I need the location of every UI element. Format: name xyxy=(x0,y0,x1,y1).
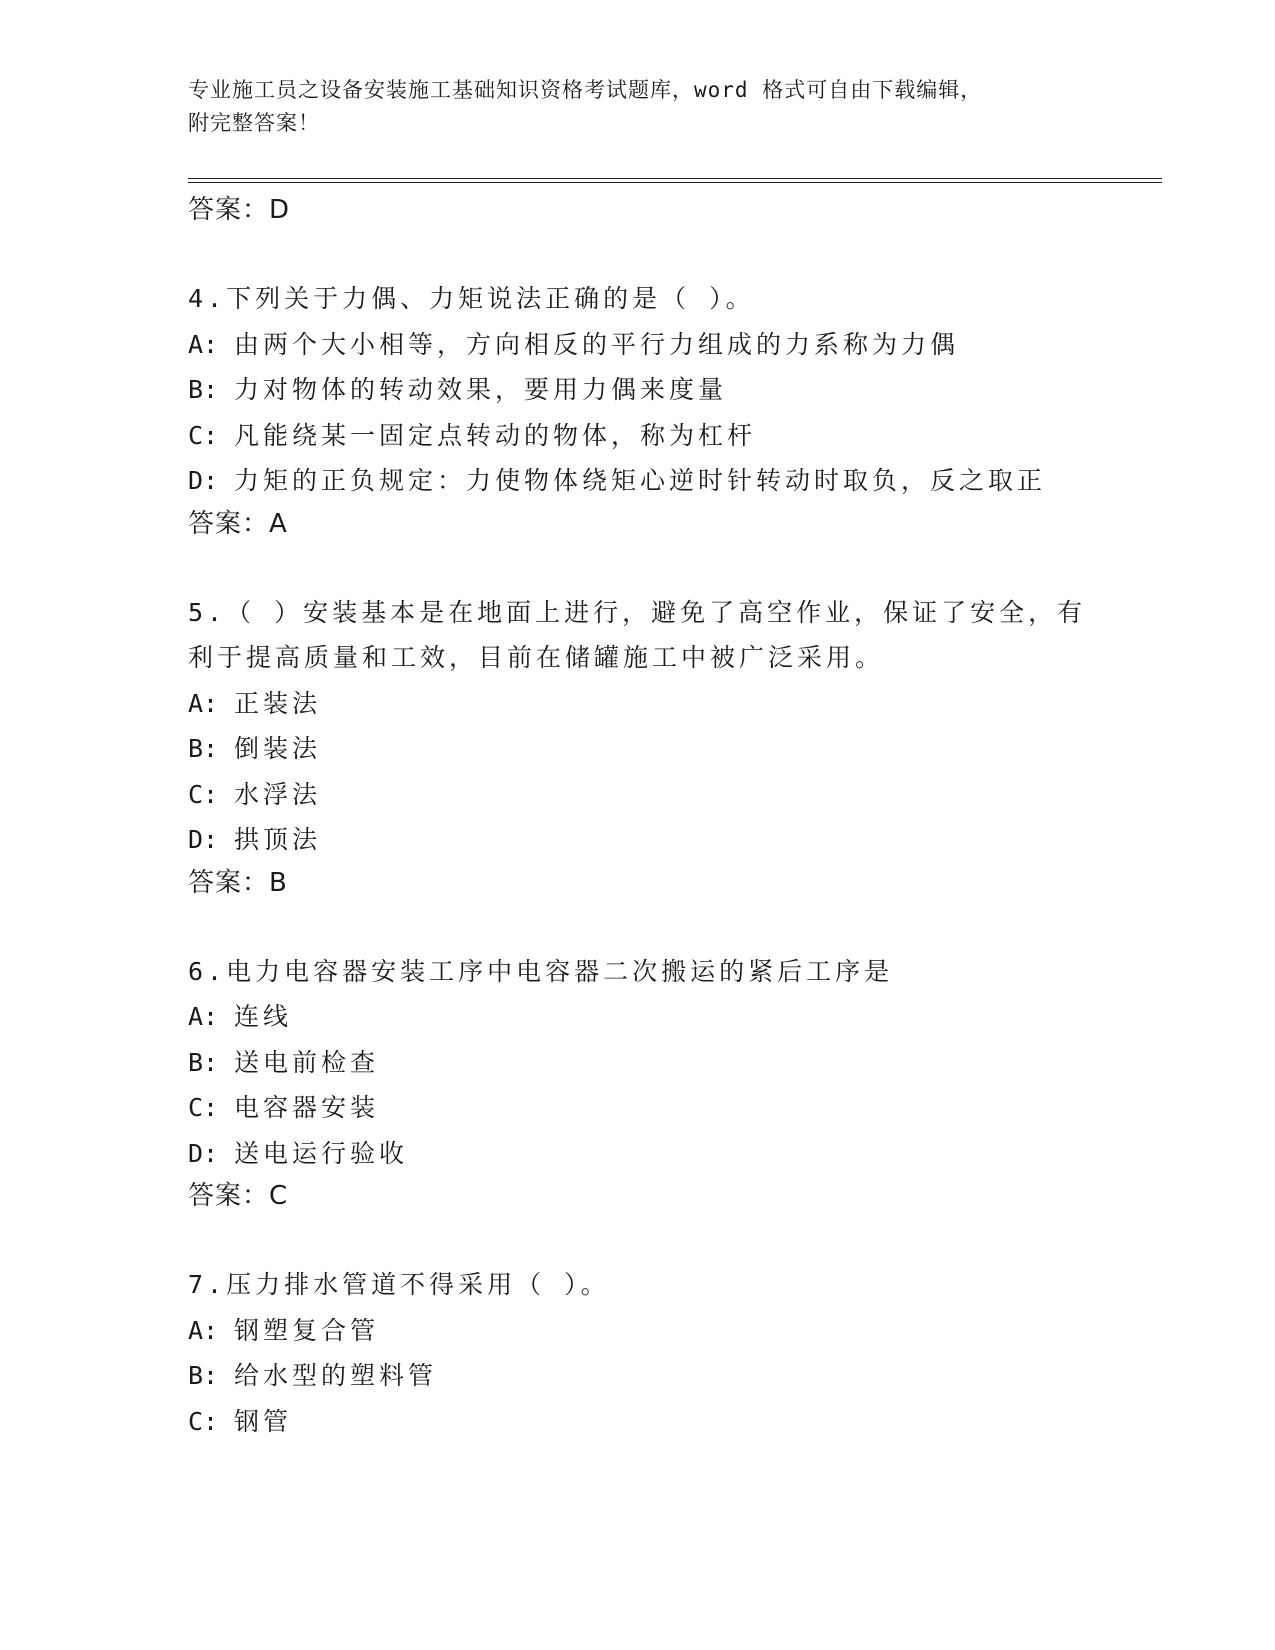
option-text: 正装法 xyxy=(234,688,322,718)
option-label: A: xyxy=(188,329,219,359)
option-text: 水浮法 xyxy=(234,779,322,809)
option-label: C: xyxy=(188,779,219,809)
option-text: 钢塑复合管 xyxy=(234,1315,380,1345)
option-a xyxy=(188,681,1108,727)
option-b xyxy=(188,1040,1108,1086)
option-text: 拱顶法 xyxy=(234,825,322,854)
option-text: 钢管 xyxy=(234,1406,293,1436)
previous-answer: 答案：D xyxy=(188,195,291,225)
header-line-1: 专业施工员之设备安装施工基础知识资格考试题库，word 格式可自由下载编辑， xyxy=(188,78,983,102)
option-text: 连线 xyxy=(234,1002,293,1031)
option-c xyxy=(188,1399,1108,1445)
question-6 xyxy=(188,949,1108,1217)
option-text: 送电前检查 xyxy=(234,1047,380,1077)
spacer xyxy=(188,903,1108,949)
spacer xyxy=(188,230,1108,276)
spacer xyxy=(188,1216,1108,1262)
option-label: C: xyxy=(188,420,219,450)
option-text: 电容器安装 xyxy=(234,1093,380,1122)
option-d xyxy=(188,1131,1108,1177)
option-text: 凡能绕某一固定点转动的物体，称为杠杆 xyxy=(234,420,757,450)
question-7 xyxy=(188,1262,1108,1444)
question-text: 4.下列关于力偶、力矩说法正确的是（ ）。 xyxy=(188,284,755,313)
option-label: C: xyxy=(188,1406,219,1436)
document-header xyxy=(188,74,1088,140)
option-a xyxy=(188,1308,1108,1354)
option-c xyxy=(188,413,1108,459)
option-text: 送电运行验收 xyxy=(234,1138,409,1168)
option-label: C: xyxy=(188,1093,219,1122)
option-label: A: xyxy=(188,688,219,718)
option-text: 力矩的正负规定：力使物体绕矩心逆时针转动时取负，反之取正 xyxy=(234,466,1047,495)
option-label: B: xyxy=(188,734,219,763)
option-c xyxy=(188,1085,1108,1131)
option-text: 力对物体的转动效果，要用力偶来度量 xyxy=(234,375,728,404)
question-text-continued: 利于提高质量和工效，目前在储罐施工中被广泛采用。 xyxy=(188,643,885,672)
option-a xyxy=(188,994,1108,1040)
header-line-2: 附完整答案！ xyxy=(188,111,320,135)
option-b xyxy=(188,1353,1108,1399)
option-d xyxy=(188,817,1108,863)
option-label: D: xyxy=(188,1138,219,1168)
header-double-rule xyxy=(188,178,1162,183)
option-label: B: xyxy=(188,1361,219,1390)
question-list xyxy=(188,190,1108,1444)
question-text: 7.压力排水管道不得采用（ ）。 xyxy=(188,1270,610,1299)
spacer xyxy=(188,544,1108,590)
option-label: A: xyxy=(188,1002,219,1031)
option-a xyxy=(188,322,1108,368)
option-c xyxy=(188,772,1108,818)
option-label: B: xyxy=(188,1047,219,1077)
question-text: 5.（ ）安装基本是在地面上进行，避免了高空作业，保证了安全，有 xyxy=(188,597,1087,627)
answer: 答案：A xyxy=(188,508,288,539)
option-text: 倒装法 xyxy=(234,734,322,763)
question-4 xyxy=(188,276,1108,544)
option-label: A: xyxy=(188,1315,219,1345)
option-text: 由两个大小相等，方向相反的平行力组成的力系称为力偶 xyxy=(234,329,960,359)
option-label: B: xyxy=(188,375,219,404)
option-d xyxy=(188,458,1108,504)
answer: 答案：C xyxy=(188,1181,289,1211)
option-b xyxy=(188,367,1108,413)
question-text: 6.电力电容器安装工序中电容器二次搬运的紧后工序是 xyxy=(188,956,894,986)
answer: 答案：B xyxy=(188,867,288,898)
option-b xyxy=(188,726,1108,772)
question-5 xyxy=(188,590,1108,903)
option-label: D: xyxy=(188,825,219,854)
option-text: 给水型的塑料管 xyxy=(234,1361,438,1390)
option-label: D: xyxy=(188,466,219,495)
